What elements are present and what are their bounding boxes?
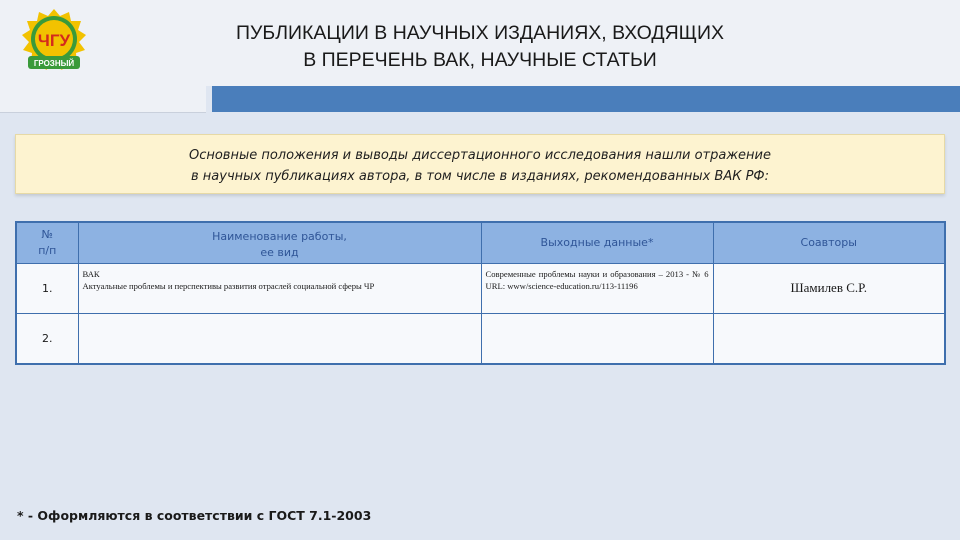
row-name-title: Актуальные проблемы и перспективы развития отраслей социальной сферы ЧР [82, 280, 375, 291]
title-line-1: ПУБЛИКАЦИИ В НАУЧНЫХ ИЗДАНИЯХ, ВХОДЯЩИХ [236, 22, 724, 44]
university-logo [18, 8, 90, 74]
header-num-line-1: № [41, 227, 53, 241]
row-name [78, 263, 481, 313]
row-num: 2. [16, 313, 78, 364]
header-name-line-2: ее вид [260, 246, 299, 259]
publications-table [15, 221, 946, 365]
logo-text-bottom: ГРОЗНЫЙ [33, 59, 75, 68]
table-header-row [16, 222, 945, 263]
header-coauthors: Соавторы [713, 222, 945, 263]
row-name-type: ВАК [82, 268, 100, 279]
row-num: 1. [16, 263, 78, 313]
header-bar-left [0, 86, 206, 113]
info-line-2: в научных публикациях автора, в том числе в изданиях, рекомендованных ВАК РФ: [190, 169, 769, 184]
row-coauthors [713, 313, 945, 364]
row-coauthors: Шамилев С.Р. [713, 263, 945, 313]
page-title [130, 20, 830, 74]
header-output: Выходные данные* [481, 222, 713, 263]
footnote: * - Оформляются в соответствии с ГОСТ 7.1-2003 [17, 508, 372, 523]
header-num-line-2: п/п [38, 243, 57, 257]
info-line-1: Основные положения и выводы диссертационного исследования нашли отражение [188, 148, 772, 163]
header-name [78, 222, 481, 263]
info-text [16, 145, 944, 187]
info-box [15, 134, 945, 194]
row-output: Современные проблемы науки и образования – 2013 - № 6 URL: www/science-education.ru/113-11196 [481, 263, 713, 313]
header-num [16, 222, 78, 263]
row-output [481, 313, 713, 364]
logo-text-top: ЧГУ [37, 31, 71, 50]
header-accent-bar [212, 86, 960, 112]
table-row [16, 313, 945, 364]
header [0, 0, 960, 86]
table-row [16, 263, 945, 313]
header-name-line-1: Наименование работы, [212, 230, 347, 243]
title-line-2: В ПЕРЕЧЕНЬ ВАК, НАУЧНЫЕ СТАТЬИ [303, 49, 657, 71]
row-name [78, 313, 481, 364]
